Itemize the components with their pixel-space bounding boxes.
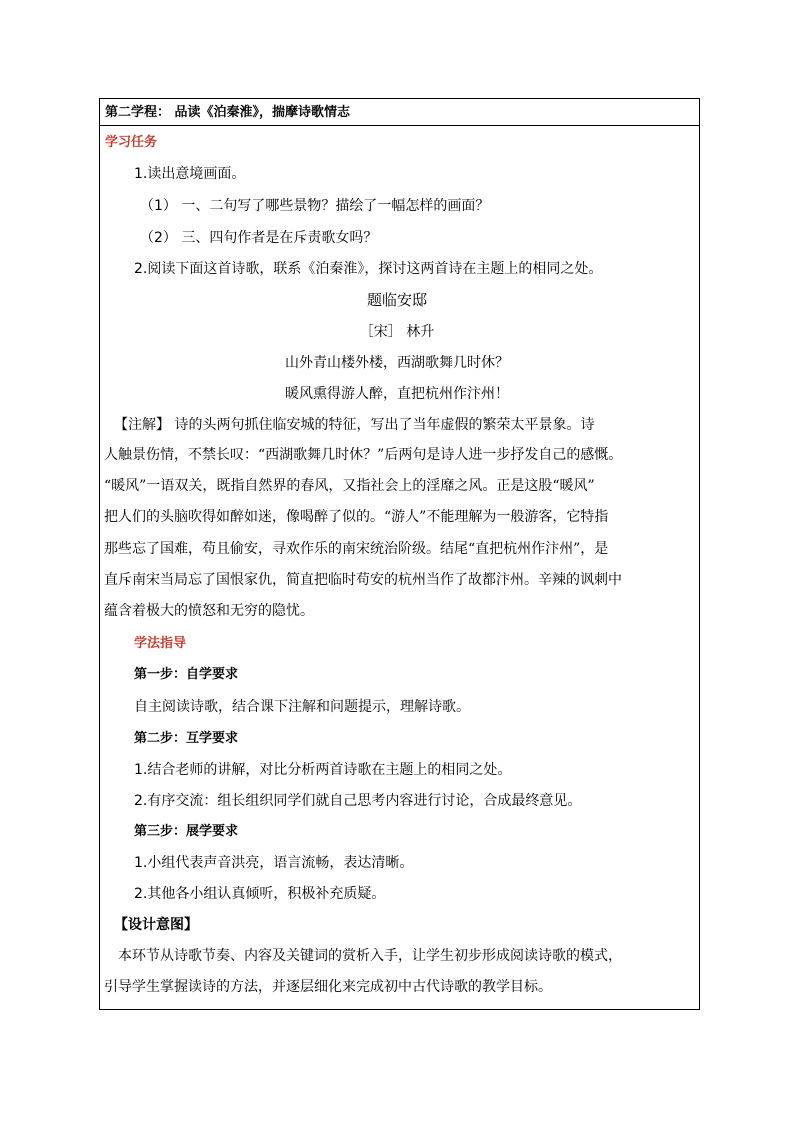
- poem-line-2: 暖风熏得游人醉，直把杭州作汴州！: [285, 386, 509, 402]
- annotation-line: 把人们的头脑吹得如醉如迷，像喝醉了似的。“游人”不能理解为一般游客，它特指: [104, 509, 609, 525]
- step-2-item-2: 2.有序交流：组长组织同学们就自己思考内容进行讨论，合成最终意见。: [134, 793, 582, 809]
- header-row-divider: [100, 125, 699, 126]
- task-section-title: 学习任务: [105, 135, 158, 150]
- annotation-line: 直斥南宋当局忘了国恨家仇，简直把临时苟安的杭州当作了故都汴州。辛辣的讽刺中: [104, 572, 622, 588]
- task-1-question-2: （2） 三、四句作者是在斥责歌女吗？: [140, 230, 378, 246]
- step-2-item-1: 1.结合老师的讲解，对比分析两首诗歌在主题上的相同之处。: [134, 762, 512, 778]
- annotation-line: “暖风”一语双关，既指自然界的春风，又指社会上的淫靡之风。正是这股“暖风”: [104, 478, 595, 494]
- task-1: 1.读出意境画面。: [134, 166, 246, 182]
- poem-line-1: 山外青山楼外楼，西湖歌舞几时休？: [285, 355, 509, 371]
- annotation-line: 那些忘了国难，苟且偷安，寻欢作乐的南宋统治阶级。结尾“直把杭州作汴州”，是: [104, 541, 609, 557]
- step-1-title: 第一步：自学要求: [134, 667, 239, 682]
- annotation-line: 【注解】 诗的头两句抓住临安城的特征，写出了当年虚假的繁荣太平景象。诗: [114, 417, 595, 433]
- method-title: 学法指导: [134, 636, 187, 651]
- task-2: 2.阅读下面这首诗歌，联系《泊秦淮》，探讨这两首诗在主题上的相同之处。: [134, 261, 603, 277]
- design-intent-line-1: 本环节从诗歌节奏、内容及关键词的赏析入手，让学生初步形成阅读诗歌的模式，: [118, 948, 622, 964]
- step-3-title: 第三步：展学要求: [134, 824, 239, 839]
- annotation-line: 蕴含着极大的愤怒和无穷的隐忧。: [104, 603, 314, 619]
- step-1-text: 自主阅读诗歌，结合课下注解和问题提示，理解诗歌。: [134, 699, 470, 715]
- design-intent-title: 【设计意图】: [114, 917, 198, 933]
- step-3-item-1: 1.小组代表声音洪亮，语言流畅，表达清晰。: [134, 855, 414, 871]
- task-1-question-1: （1） 一、二句写了哪些景物？描绘了一幅怎样的画面？: [140, 198, 490, 214]
- poem-author: ［宋］ 林升: [359, 324, 435, 340]
- step-3-item-2: 2.其他各小组认真倾听，积极补充质疑。: [134, 886, 386, 902]
- section-header: 第二学程： 品读《泊秦淮》，揣摩诗歌情志: [105, 105, 351, 120]
- annotation-line: 人触景伤情，不禁长叹：“西湖歌舞几时休？”后两句是诗人进一步抒发自己的感慨。: [104, 447, 623, 463]
- design-intent-line-2: 引导学生掌握读诗的方法，并逐层细化来完成初中古代诗歌的教学目标。: [104, 979, 552, 995]
- step-2-title: 第二步：互学要求: [134, 731, 239, 746]
- poem-title: 题临安邸: [366, 291, 427, 309]
